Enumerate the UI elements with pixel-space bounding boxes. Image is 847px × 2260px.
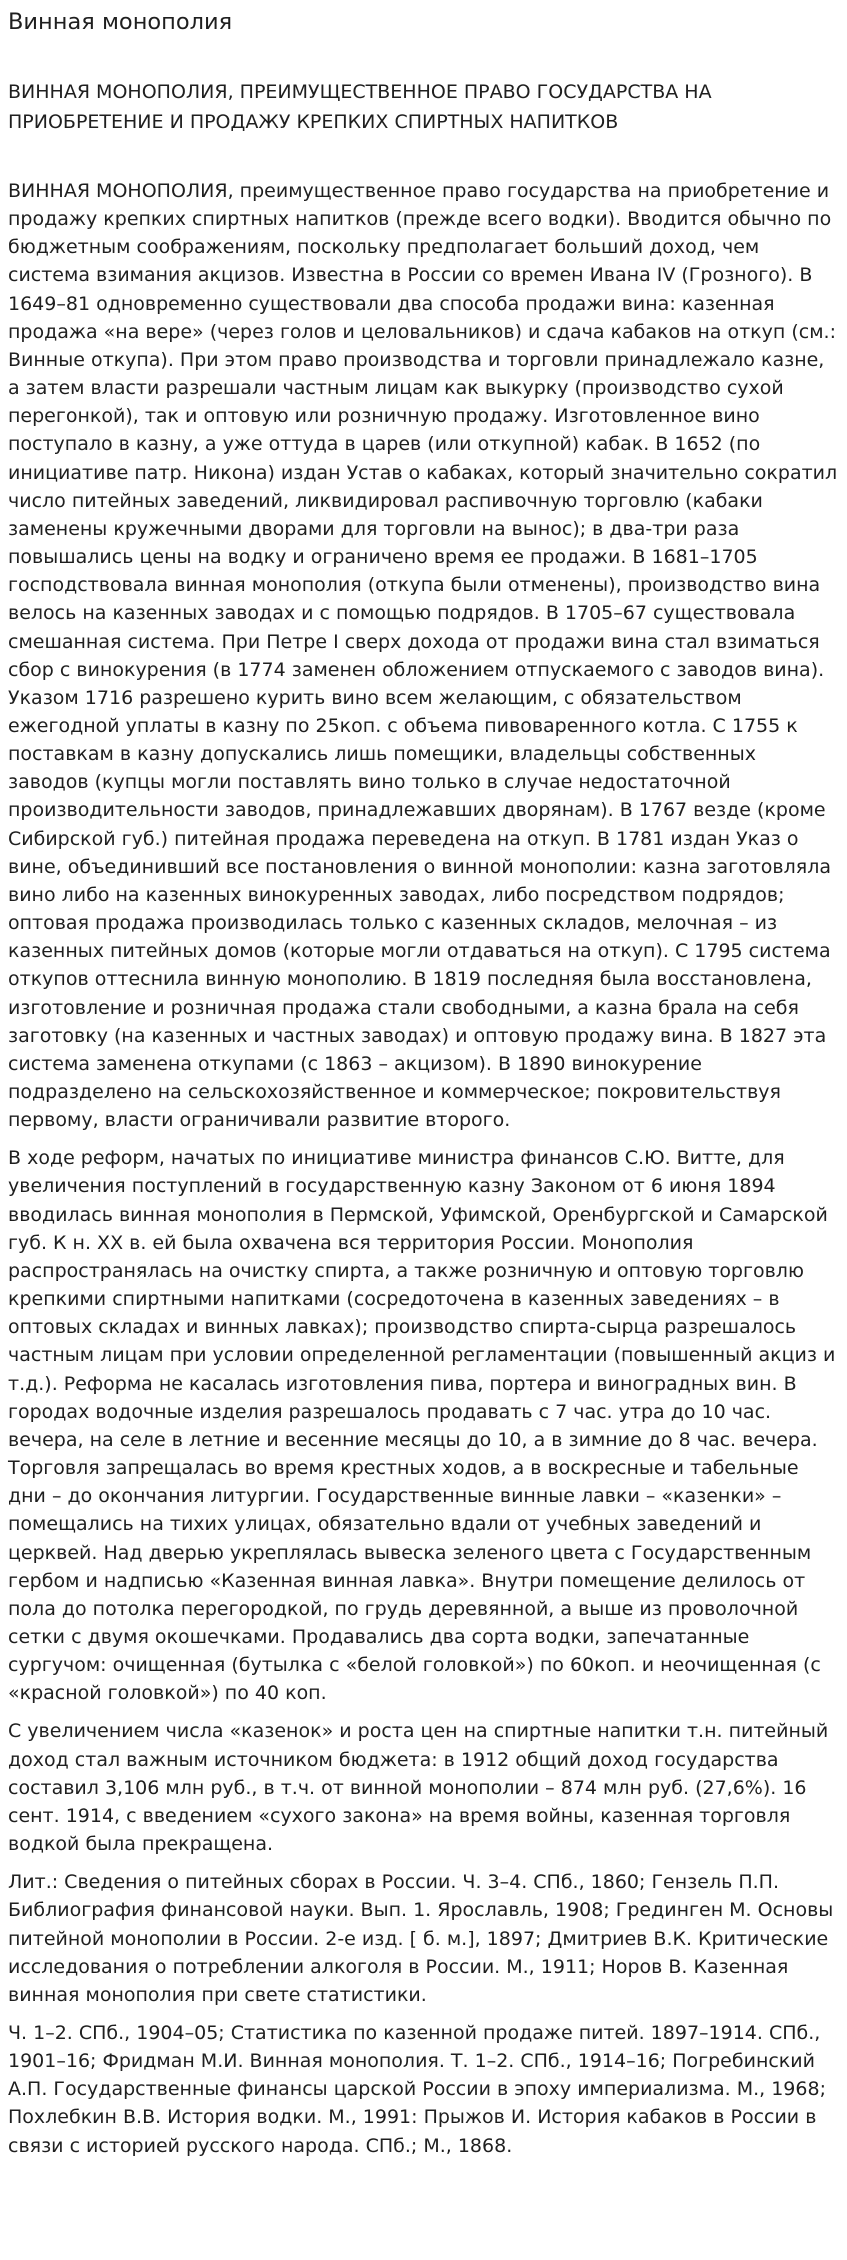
article-subtitle: ВИННАЯ МОНОПОЛИЯ, ПРЕИМУЩЕСТВЕННОЕ ПРАВО ГОСУДАРСТВА НА ПРИОБРЕТЕНИЕ И ПРОДАЖУ КРЕПКИХ СПИРТНЫХ НАПИТКОВ — [8, 81, 712, 133]
literature-paragraph: Ч. 1–2. СПб., 1904–05; Статистика по казенной продаже питей. 1897–1914. СПб., 1901–16; Фридман М.И. Винная монополия. Т. 1–2. СПб., 1914–16; Погребинский А.П. Государственные финансы царской России в эпоху империализма. М., 1968; Похлебкин В.В. История водки. М., 1991: Прыжов И. История кабаков в России в связи с историей русского народа. СПб.; М., 1868. — [8, 2022, 826, 2157]
page-title: Винная монополия — [8, 9, 233, 35]
article-paragraph: С увеличением числа «казенок» и роста цен на спиртные напитки т.н. питейный доход стал важным источником бюджета: в 1912 общий доход государства составил 3,106 млн руб., в т.ч. от винной монополии – 874 млн руб. (27,6%). 16 сент. 1914, с введением «сухого закона» на время войны, казенная торговля водкой была прекращена. — [8, 1720, 829, 1856]
article-paragraph: ВИННАЯ МОНОПОЛИЯ, преимущественное право государства на приобретение и продажу крепких спиртных напитков (прежде всего водки). Вводится обычно по бюджетным соображениям, поскольку предполагает больший доход, чем система взимания акцизов. Известна в России со времен Ивана IV (Грозного). В 1649–81 одновременно существовали два способа продажи вина: казенная продажа «на вере» (через голов и целовальников) и сдача кабаков на откуп (см.: Винные откупа). При этом право производства и торговли принадлежало казне, а затем власти разрешали частным лицам как выкурку (производство сухой перегонкой), так и оптовую или розничную продажу. Изготовленное вино поступало в казну, а уже оттуда в царев (или откупной) кабак. В 1652 (по инициативе патр. Никона) издан Устав о кабаках, который значительно сократил число питейных заведений, ликвидировал распивочную торговлю (кабаки заменены кружечными дворами для торговли на вынос); в два-три раза повышались цены на водку и ограничено время ее продажи. В 1681–1705 господствовала винная монополия (откупа были отменены), производство вина велось на казенных заводах и с помощью подрядов. В 1705–67 существовала смешанная система. При Петре I сверх дохода от продажи вина стал взиматься сбор с винокурения (в 1774 заменен обложением отпускаемого с заводов вина). Указом 1716 разрешено курить вино всем желающим, с обязательством ежегодной уплаты в казну по 25коп. с объема пивоваренного котла. С 1755 к поставкам в казну допускались лишь помещики, владельцы собственных заводов (купцы могли поставлять вино только в случае недостаточной производительности заводов, принадлежавших дворянам). В 1767 везде (кроме Сибирской губ.) питейная продажа переведена на откуп. В 1781 издан Указ о вине, объединивший все постановления о винной монополии: казна заготовляла вино либо на казенных винокуренных заводах, либо посредством подрядов; оптовая продажа производилась только с казенных складов, мелочная – из казенных питейных домов (которые могли отдаваться на откуп). С 1795 система откупов оттеснила винную монополию. В 1819 последняя была восстановлена, изготовление и розничная продажа стали свободными, а казна брала на себя заготовку (на казенных и частных заводах) и оптовую продажу вина. В 1827 эта система заменена откупами (с 1863 – акцизом). В 1890 винокурение подразделено на сельскохозяйственное и коммерческое; покровительствуя первому, власти ограничивали развитие второго. — [8, 180, 838, 1132]
article-paragraph: В ходе реформ, начатых по инициативе министра финансов С.Ю. Витте, для увеличения поступлений в государственную казну Законом от 6 июня 1894 вводилась винная монополия в Пермской, Уфимской, Оренбургской и Самарской губ. К н. XX в. ей была охвачена вся территория России. Монополия распространялась на очистку спирта, а также розничную и оптовую торговлю крепкими спиртными напитками (сосредоточена в казенных заведениях – в оптовых складах и винных лавках); производство спирта-сырца разрешалось частным лицам при условии определенной регламентации (повышенный акциз и т.д.). Реформа не касалась изготовления пива, портера и виноградных вин. В городах водочные изделия разрешалось продавать с 7 час. утра до 10 час. вечера, на селе в летние и весенние месяцы до 10, а в зимние до 8 час. вечера. Торговля запрещалась во время крестных ходов, а в воскресные и табельные дни – до окончания литургии. Государственные винные лавки – «казенки» – помещались на тихих улицах, обязательно вдали от учебных заведений и церквей. Над дверью укреплялась вывеска зеленого цвета с Государственным гербом и надписью «Казенная винная лавка». Внутри помещение делилось от пола до потолка перегородкой, по грудь деревянной, а выше из проволочной сетки с двумя окошечками. Продавались два сорта водки, запечатанные сургучом: очищенная (бутылка с «белой головкой») по 60коп. и неочищенная (с «красной головкой») по 40 коп. — [8, 1147, 836, 1705]
literature-paragraph: Лит.: Сведения о питейных сборах в России. Ч. 3–4. СПб., 1860; Гензель П.П. Библиография финансовой науки. Вып. 1. Ярославль, 1908; Грединген М. Основы питейной монополии в России. 2-е изд. [ б. м.], 1897; Дмитриев В.К. Критические исследования о потреблении алкоголя в России. М., 1911; Норов В. Казенная винная монополия при свете статистики. — [8, 1871, 834, 2006]
article-body — [8, 177, 839, 2160]
